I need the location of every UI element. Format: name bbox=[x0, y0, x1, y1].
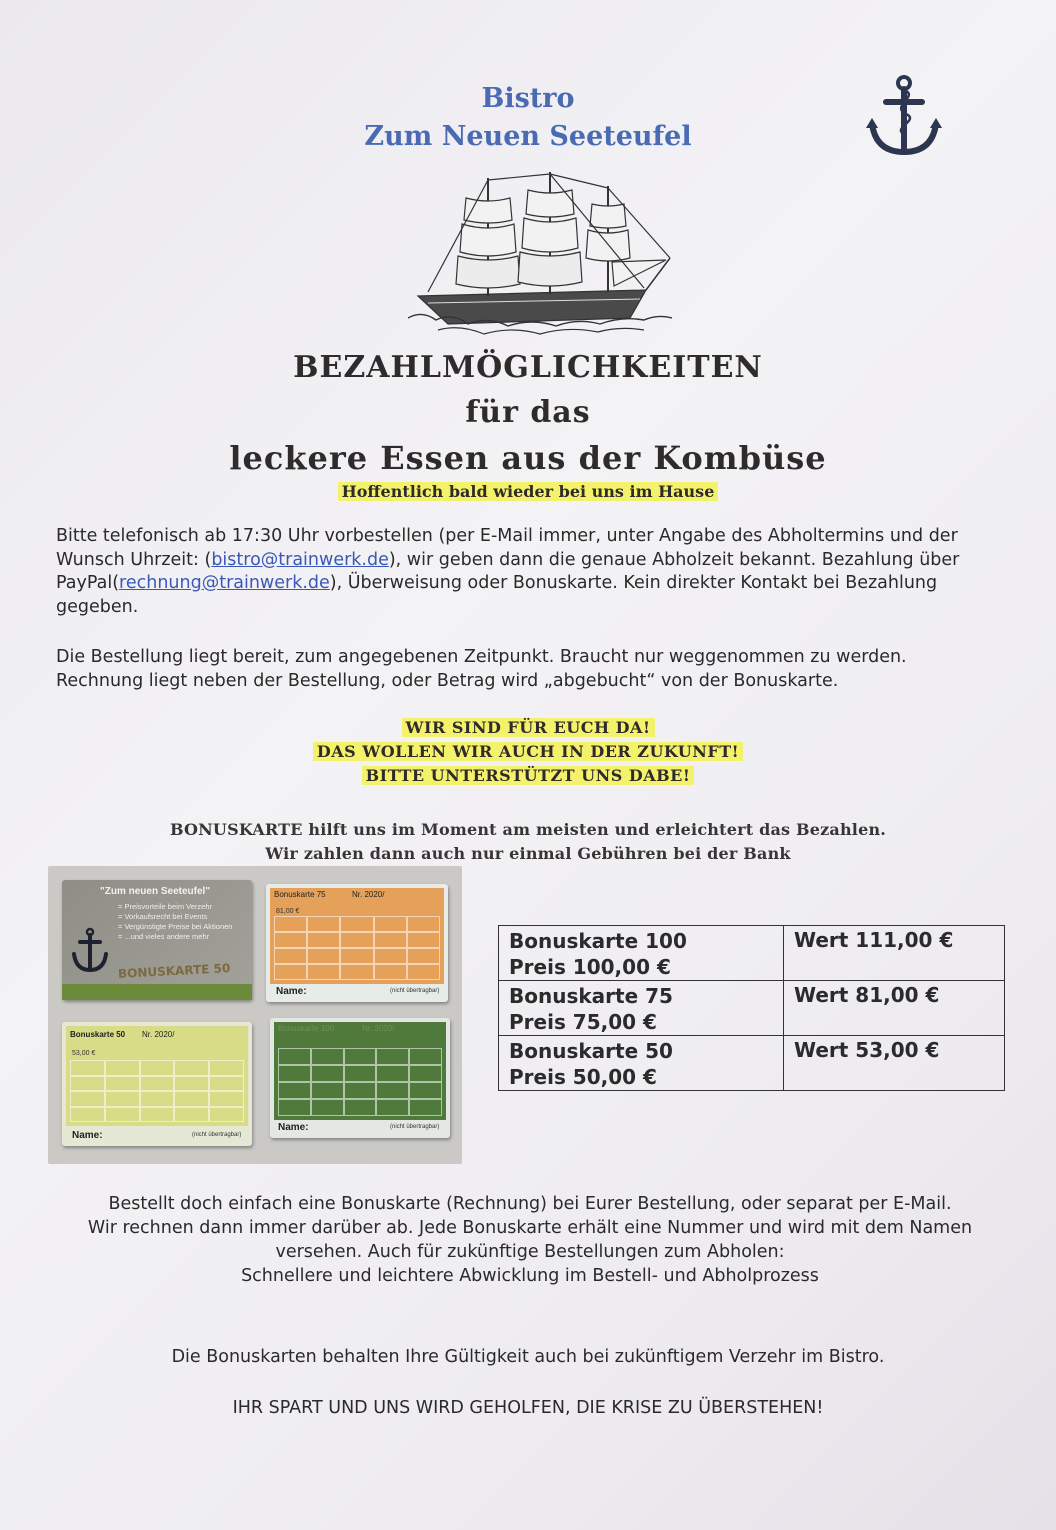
card-50-name-label: Name: bbox=[72, 1130, 103, 1141]
intro-paragraph-1 bbox=[56, 525, 996, 619]
bonus-cards-photo bbox=[48, 866, 462, 1164]
card-front-stripe bbox=[62, 984, 252, 1000]
appeal-block bbox=[0, 716, 1056, 788]
title-line-1: Bistro bbox=[481, 83, 575, 114]
appeal-line-2: DAS WOLLEN WIR AUCH IN DER ZUKUNFT! bbox=[313, 742, 743, 761]
card-100-grid bbox=[278, 1048, 442, 1116]
card-anchor-icon bbox=[70, 926, 110, 974]
table-cell-card bbox=[499, 926, 784, 981]
card-price: Preis 100,00 € bbox=[509, 955, 671, 979]
card-100-note: (nicht übertragbar) bbox=[390, 1124, 440, 1130]
card-bullet: = Vorkaufsrecht bei Events bbox=[118, 912, 208, 921]
card-100-nr: Nr. 2020/ bbox=[362, 1024, 395, 1033]
card-50-grid bbox=[70, 1060, 244, 1122]
bonus-price-table bbox=[498, 925, 1005, 1091]
card-front-title: "Zum neuen Seeteufel" bbox=[100, 886, 211, 897]
bonus-intro bbox=[0, 818, 1056, 866]
intro-text-b: ), wir geben dann die genaue Abholzeit bekannt. Bezahlung über PayPal( bbox=[56, 549, 960, 593]
email-link-bistro[interactable]: bistro@trainwerk.de bbox=[211, 549, 389, 570]
closing-block bbox=[60, 1192, 1000, 1288]
card-50-nr: Nr. 2020/ bbox=[142, 1030, 175, 1039]
closing-paragraph-3: Schnellere und leichtere Abwicklung im Bestell- und Abholprozess bbox=[241, 1266, 819, 1286]
table-row bbox=[499, 926, 1005, 981]
intro-text-c: ), Überweisung oder Bonuskarte. Kein direkter Kontakt bei Bezahlung gegeben. bbox=[56, 573, 938, 617]
table-cell-card bbox=[499, 1036, 784, 1091]
table-cell-value: Wert 111,00 € bbox=[784, 926, 1005, 981]
card-bullet: = ...und vieles andere mehr bbox=[118, 932, 210, 941]
bonus-card-75 bbox=[266, 884, 448, 1002]
highlight-subtitle-text: Hoffentlich bald wieder bei uns im Hause bbox=[338, 482, 719, 501]
headline-for-the: für das bbox=[465, 395, 591, 430]
card-name: Bonuskarte 50 bbox=[509, 1039, 673, 1063]
anchor-icon bbox=[862, 72, 946, 160]
sailing-ship-illustration bbox=[408, 168, 672, 344]
intro-text-a: Bitte telefonisch ab 17:30 Uhr vorbestellen (per E-Mail immer, unter Angabe des Abholtermins und der Wunsch Uhrzeit: ( bbox=[56, 526, 958, 570]
table-cell-card bbox=[499, 981, 784, 1036]
card-price: Preis 50,00 € bbox=[509, 1065, 657, 1089]
table-cell-value: Wert 81,00 € bbox=[784, 981, 1005, 1036]
card-100-name: Bonuskarte 100 bbox=[278, 1024, 335, 1033]
closing-paragraph-4: Die Bonuskarten behalten Ihre Gültigkeit auch bei zukünftigem Verzehr im Bistro. bbox=[171, 1347, 885, 1367]
headline-food: leckere Essen aus der Kombüse bbox=[229, 439, 827, 477]
table-row bbox=[499, 1036, 1005, 1091]
closing-paragraph-2: Wir rechnen dann immer darüber ab. Jede Bonuskarte erhält eine Nummer und wird mit dem Namen versehen. Auch für zukünftige Bestellungen zum Abholen: bbox=[87, 1218, 973, 1262]
card-75-name-label: Name: bbox=[276, 986, 307, 997]
card-front-bullets bbox=[118, 902, 232, 942]
card-name: Bonuskarte 75 bbox=[509, 984, 673, 1008]
card-50-amount: 53,00 € bbox=[72, 1050, 96, 1057]
card-75-nr: Nr. 2020/ bbox=[352, 890, 385, 899]
card-75-grid bbox=[274, 916, 440, 980]
card-75-name: Bonuskarte 75 bbox=[274, 890, 326, 899]
card-front-label: BONUSKARTE 50 bbox=[117, 961, 231, 981]
headline-payment-options: BEZAHLMÖGLICHKEITEN bbox=[293, 350, 763, 385]
card-75-note: (nicht übertragbar) bbox=[390, 988, 440, 994]
card-bullet: = Preisvorteile beim Verzehr bbox=[118, 902, 212, 911]
card-100-name-label: Name: bbox=[278, 1122, 309, 1133]
bonus-card-50 bbox=[62, 1022, 252, 1146]
card-name: Bonuskarte 100 bbox=[509, 929, 687, 953]
bonus-intro-line-2: Wir zahlen dann auch nur einmal Gebühren bei der Bank bbox=[265, 844, 791, 863]
table-row bbox=[499, 981, 1005, 1036]
bonus-card-50-front bbox=[62, 880, 252, 1000]
highlight-subtitle bbox=[0, 481, 1056, 503]
bonus-card-100 bbox=[270, 1018, 450, 1138]
title-line-2: Zum Neuen Seeteufel bbox=[364, 121, 692, 152]
card-bullet: = Vergünstigte Preise bei Aktionen bbox=[118, 922, 233, 931]
intro-paragraph-2: Die Bestellung liegt bereit, zum angegebenen Zeitpunkt. Braucht nur weggenommen zu werden. Rechnung liegt neben der Bestellung, oder Betrag wird „abgebucht“ von der Bonuskarte. bbox=[56, 647, 907, 691]
closing-paragraph-1: Bestellt doch einfach eine Bonuskarte (Rechnung) bei Eurer Bestellung, oder separat per E-Mail. bbox=[108, 1194, 952, 1214]
card-75-amount: 81,00 € bbox=[276, 908, 300, 915]
bonus-intro-line-1: BONUSKARTE hilft uns im Moment am meisten und erleichtert das Bezahlen. bbox=[169, 820, 887, 839]
card-50-name: Bonuskarte 50 bbox=[70, 1030, 126, 1039]
table-cell-value: Wert 53,00 € bbox=[784, 1036, 1005, 1091]
card-price: Preis 75,00 € bbox=[509, 1010, 657, 1034]
email-link-rechnung[interactable]: rechnung@trainwerk.de bbox=[119, 573, 330, 593]
closing-paragraph-5: IHR SPART UND UNS WIRD GEHOLFEN, DIE KRISE ZU ÜBERSTEHEN! bbox=[232, 1398, 824, 1418]
card-50-note: (nicht übertragbar) bbox=[192, 1132, 242, 1138]
appeal-line-3: BITTE UNTERSTÜTZT UNS DABE! bbox=[362, 766, 695, 785]
appeal-line-1: WIR SIND FÜR EUCH DA! bbox=[402, 718, 655, 737]
